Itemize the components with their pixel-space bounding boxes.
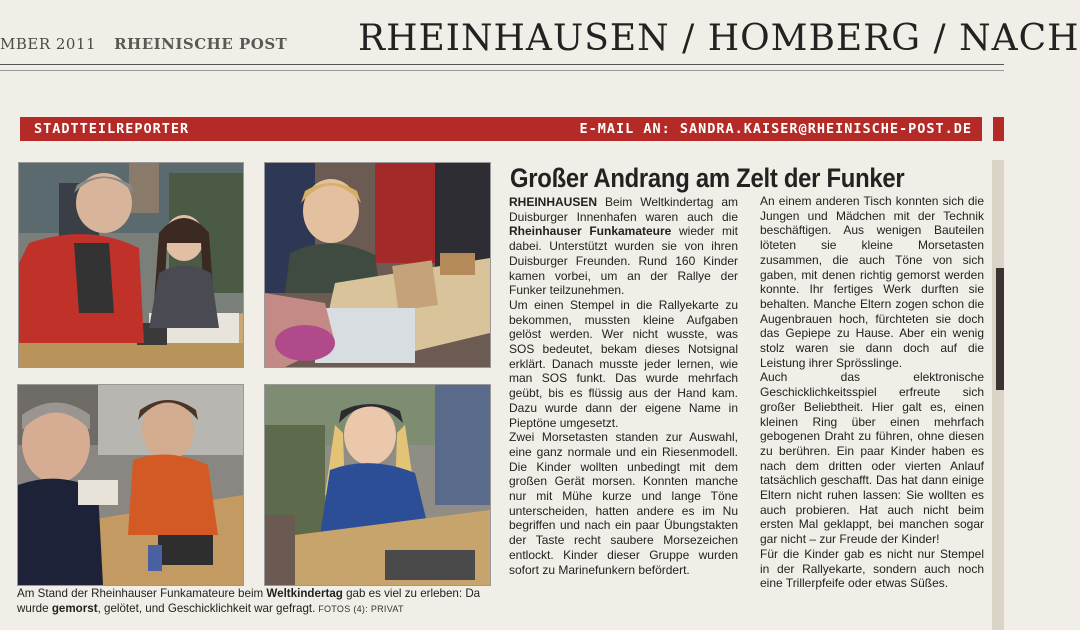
bold-organization: Rheinhauser Funkamateure xyxy=(509,224,672,239)
photo-caption xyxy=(17,586,497,617)
paragraph-text: Beim Weltkindertag am Duisburger Innenhafen waren auch die xyxy=(509,195,738,224)
paragraph: Zwei Morsetasten standen zur Auswahl, eine ganz normale und ein Riesenmodell. Die Kinder wollten unbedingt mit dem großen Gerät morsen. Konnten manche nur mit Mühe kurze und lange Töne unterscheiden, hatten andere es im Nu begriffen und nach ein paar Übungstakten der Taste recht saubere Morsezeichen entlockt. Kinder dieser Gruppe wurden sofort zu Marinefunkern befördert. xyxy=(509,430,738,577)
masthead-date: MBER 2011 xyxy=(0,35,97,53)
paragraph: An einem anderen Tisch konnten sich die Jungen und Mädchen mit der Technik beschäftigen. Aus wenigen Bauteilen löteten sie kleine Morsetasten zusammen, die auch Töne von sich gaben, mit denen richtig gemorst werden konnte. Ihr fertiges Werk durften sie behalten. Manche Eltern zogen schon die Augenbrauen hoch, fürchteten sie doch das Gepiepe zu Hause. Aber ein wenig stolz waren sie dann doch auf die Leistung ihrer Sprösslinge. xyxy=(760,194,984,370)
banner-edge xyxy=(993,117,1004,141)
masthead-left xyxy=(0,35,287,53)
banner-section-label: STADTTEILREPORTER xyxy=(34,121,190,137)
paragraph: Für die Kinder gab es nicht nur Stempel in der Rallyekarte, sondern auch noch eine Trillerpfeife oder etwas Süßes. xyxy=(760,546,984,591)
photo-girl-with-headband xyxy=(264,384,491,586)
adjacent-page-edge xyxy=(992,160,1004,630)
photo-man-and-boy-soldering xyxy=(17,384,244,586)
photo-credit: FOTOS (4): PRIVAT xyxy=(315,604,404,614)
dateline: RHEINHAUSEN xyxy=(509,195,598,209)
header-rule xyxy=(0,64,1004,65)
header-rule-secondary xyxy=(0,70,1004,71)
photo-boy-morse-key xyxy=(264,162,491,368)
caption-text-d: , gelötet, und Geschicklichkeit war gefragt. xyxy=(97,602,316,615)
article-column-1 xyxy=(509,195,738,577)
caption-text-a: Am Stand der Rheinhauser Funkamateure beim xyxy=(17,587,267,600)
article-column-2 xyxy=(760,194,984,591)
masthead-publication: RHEINISCHE POST xyxy=(114,35,288,53)
photo-man-and-girl xyxy=(18,162,244,368)
banner-email: E-MAIL AN: SANDRA.KAISER@RHEINISCHE-POST.DE xyxy=(579,121,972,137)
paragraph xyxy=(509,195,738,298)
section-banner xyxy=(20,117,982,141)
paragraph: Auch das elektronische Geschicklichkeitsspiel erfreute sich großer Beliebtheit. Hier galt es, einen kleinen Ring über einen mehrfach gebogenen Draht zu führen, ohne diesen zu berühren. Ein paar Kinder haben es nach dem dritten oder vierten Anlauf tatsächlich geschafft. Das hat dann einige Eltern nicht ruhen lassen: Sie wollten es auch probieren. Hat auch nicht beim ersten Mal geklappt, bei manchen sogar gar nicht – zur Freude der Kinder! xyxy=(760,370,984,547)
adjacent-page-image xyxy=(996,268,1004,390)
paragraph-text: wieder mit dabei. Unterstützt wurden sie von ihren Duisburger Freunden. Rund 160 Kinder kamen vorbei, um an der Rallye der Funker teilzunehmen. xyxy=(509,224,738,298)
caption-bold-gemorst: gemorst xyxy=(51,602,98,615)
caption-text-c: gab es viel zu erleben: Da wurde xyxy=(17,587,481,615)
caption-bold-weltkindertag: Weltkindertag xyxy=(266,587,343,600)
paragraph: Um einen Stempel in die Rallyekarte zu bekommen, mussten kleine Aufgaben gelöst werden. Wer nicht wusste, was SOS bedeutet, bekam dieses Notsignal erklärt. Danach musste jeder lernen, wie man SOS funkt. Das wurde mehrfach geübt, bis es flüssig aus der Hand kam. Dazu wurde dann der eigene Name in Pieptöne umgesetzt. xyxy=(509,297,738,430)
masthead-section: RHEINHAUSEN / HOMBERG / NACH xyxy=(358,18,1080,59)
article-headline: Großer Andrang am Zelt der Funker xyxy=(510,163,905,193)
